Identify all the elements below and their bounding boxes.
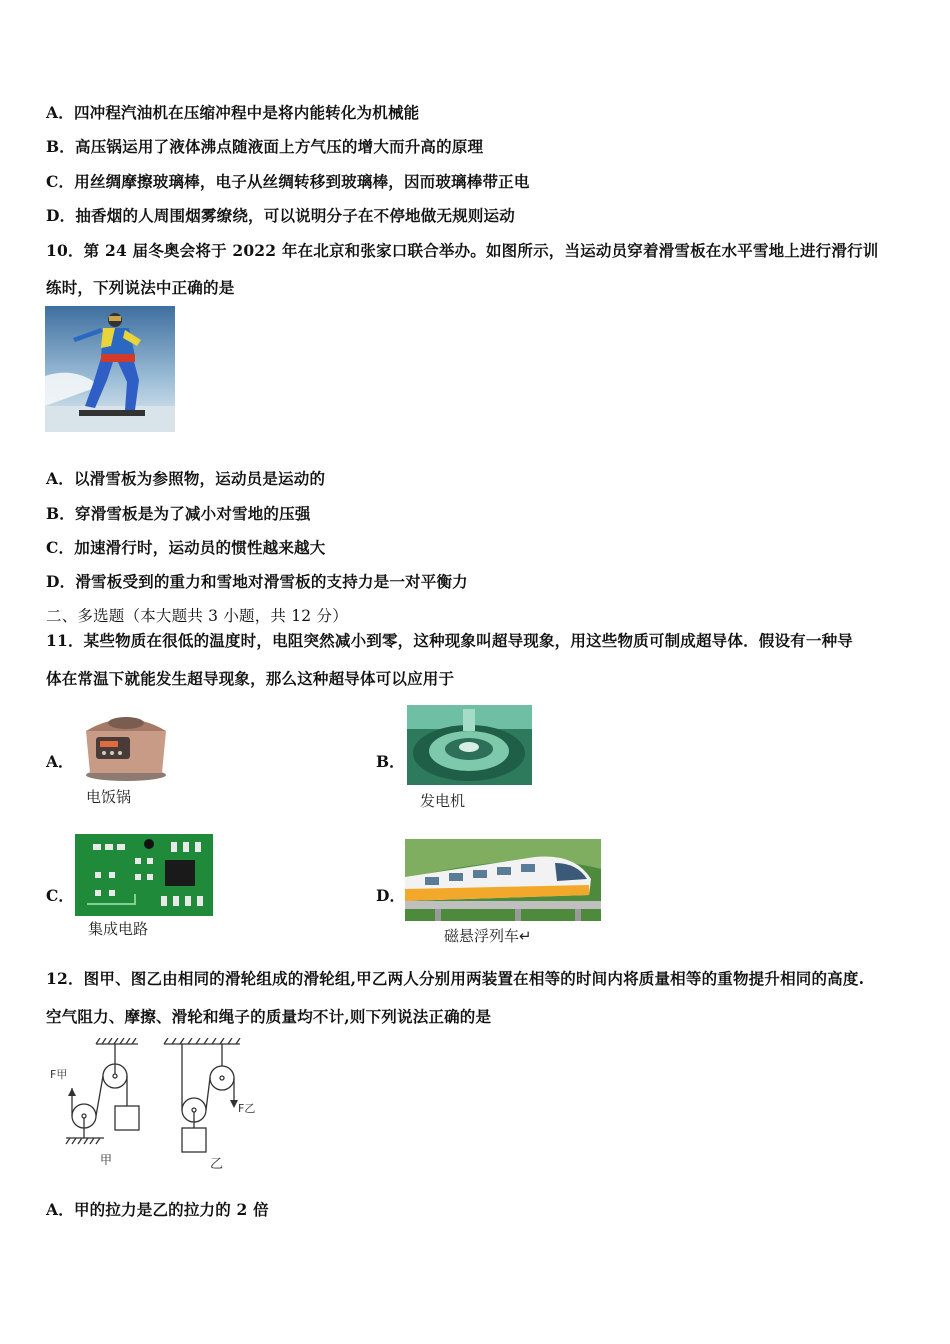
q9-option-c: C．用丝绸摩擦玻璃棒，电子从丝绸转移到玻璃棒，因而玻璃棒带正电 <box>46 172 530 191</box>
q11-option-d-caption: 磁悬浮列车↵ <box>444 927 532 945</box>
q11-option-a-caption: 电饭锅 <box>86 788 132 806</box>
q9-option-b: B．高压锅运用了液体沸点随液面上方气压的增大而升高的原理 <box>46 137 484 156</box>
maglev-train-image <box>405 839 601 921</box>
q11-option-a-label: A． <box>46 752 74 771</box>
q11-option-c-label: C． <box>46 886 74 905</box>
snowboarder-photo <box>45 306 175 432</box>
q9-option-d: D．抽香烟的人周围烟雾缭绕，可以说明分子在不停地做无规则运动 <box>46 206 515 225</box>
yi-label: 乙 <box>210 1157 224 1172</box>
q11-option-b-caption: 发电机 <box>420 792 466 810</box>
q10-option-a: A．以滑雪板为参照物，运动员是运动的 <box>46 469 326 488</box>
circuit-board-image <box>75 834 213 916</box>
q10-option-c: C．加速滑行时，运动员的惯性越来越大 <box>46 538 326 557</box>
generator-image <box>407 705 532 785</box>
q11-option-c-caption: 集成电路 <box>88 920 149 938</box>
q12-option-a: A．甲的拉力是乙的拉力的 2 倍 <box>46 1200 269 1219</box>
jia-label: 甲 <box>100 1153 113 1167</box>
q10-option-b: B．穿滑雪板是为了减小对雪地的压强 <box>46 504 311 523</box>
q11-stem-line2: 体在常温下就能发生超导现象，那么这种超导体可以应用于 <box>46 669 455 688</box>
q12-stem-line1: 12．图甲、图乙由相同的滑轮组成的滑轮组,甲乙两人分别用两装置在相等的时间内将质量相等的重物提升相同的高度. <box>46 969 865 988</box>
q10-option-d: D．滑雪板受到的重力和雪地对滑雪板的支持力是一对平衡力 <box>46 572 468 591</box>
q12-stem-line2: 空气阻力、摩擦、滑轮和绳子的质量均不计,则下列说法正确的是 <box>46 1007 492 1026</box>
q10-stem-line2: 练时，下列说法中正确的是 <box>46 278 235 297</box>
f-jia-label: F甲 <box>50 1068 68 1081</box>
q11-option-d-label: D． <box>376 886 405 905</box>
f-yi-label: F乙 <box>238 1102 256 1115</box>
section-heading: 二、多选题（本大题共 3 小题，共 12 分） <box>46 607 348 625</box>
q11-stem-line1: 11．某些物质在很低的温度时，电阻突然减小到零，这种现象叫超导现象，用这些物质可制成超导体．假设有一种导 <box>46 631 853 650</box>
q10-stem-line1: 10．第 24 届冬奥会将于 2022 年在北京和张家口联合举办。如图所示，当运动员穿着滑雪板在水平雪地上进行滑行训 <box>46 241 879 260</box>
q11-option-b-label: B． <box>376 752 405 771</box>
q9-option-a: A．四冲程汽油机在压缩冲程中是将内能转化为机械能 <box>46 103 420 122</box>
pulley-diagram <box>44 1038 274 1174</box>
rice-cooker-image <box>80 703 172 783</box>
